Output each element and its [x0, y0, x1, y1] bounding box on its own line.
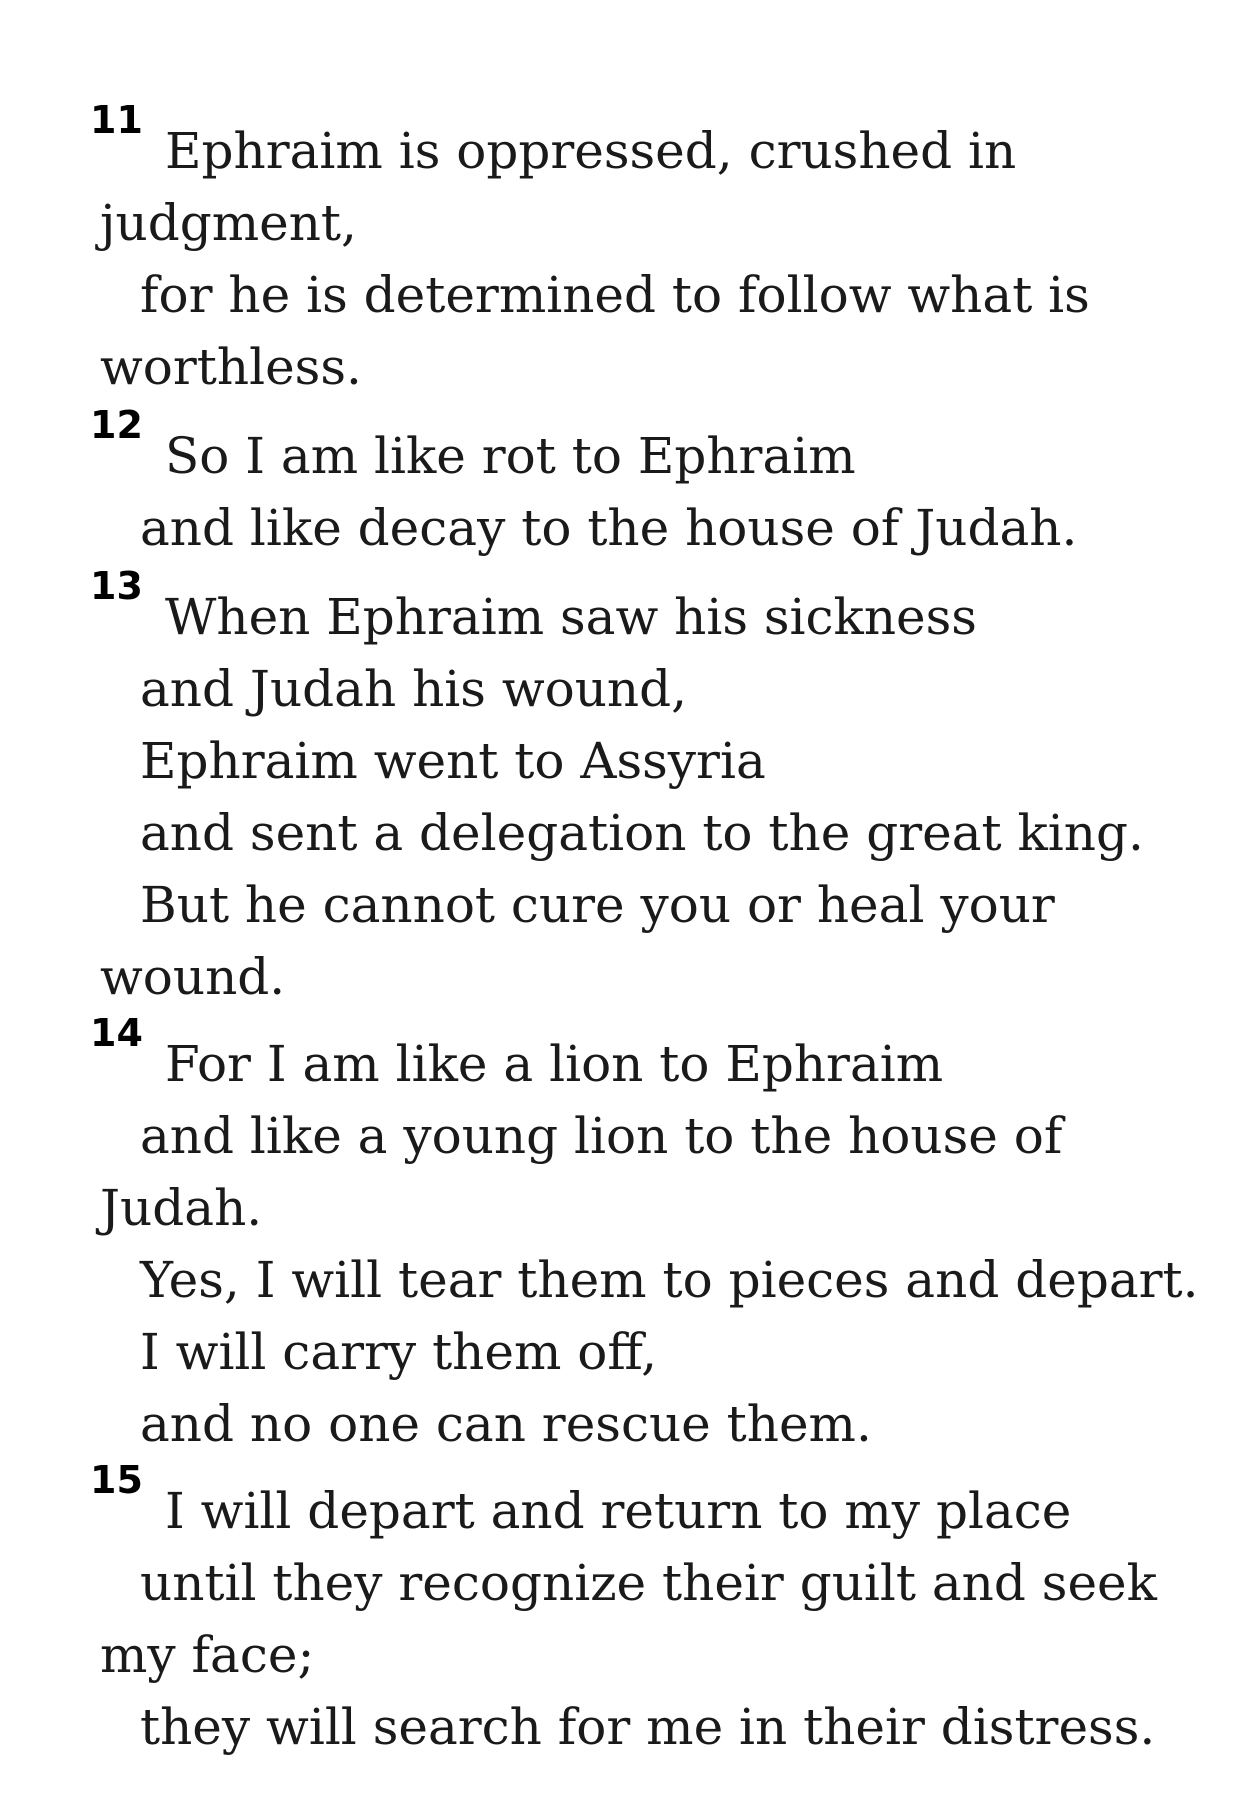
- verse-line: and like a young lion to the house of: [140, 1107, 1063, 1165]
- verse-line: I will carry them off,: [140, 1323, 657, 1381]
- verse-line-continuation: worthless.: [100, 338, 362, 396]
- verse-number: 13: [90, 564, 143, 608]
- verse-line: Ephraim is oppressed, crushed in: [165, 122, 1017, 180]
- verse-line: for he is determined to follow what is: [140, 266, 1090, 324]
- verse-line: For I am like a lion to Ephraim: [165, 1035, 944, 1093]
- verse-number: 15: [90, 1458, 143, 1502]
- verse-line: they will search for me in their distress.: [140, 1698, 1156, 1756]
- verse-line: I will depart and return to my place: [165, 1482, 1072, 1540]
- verse-number: 14: [90, 1011, 143, 1055]
- verse-line-continuation: Judah.: [100, 1179, 263, 1237]
- verse-line: So I am like rot to Ephraim: [165, 427, 856, 485]
- verse-line: and Judah his wound,: [140, 660, 688, 718]
- verse-number: 11: [90, 98, 143, 142]
- verse-line: and like decay to the house of Judah.: [140, 499, 1078, 557]
- verse-line: and sent a delegation to the great king.: [140, 804, 1144, 862]
- verse-line-continuation: my face;: [100, 1626, 315, 1684]
- verse-line: Yes, I will tear them to pieces and depart.: [140, 1251, 1199, 1309]
- verse-line: until they recognize their guilt and seek: [140, 1554, 1157, 1612]
- verse-number: 12: [90, 403, 143, 447]
- verse-line: and no one can rescue them.: [140, 1395, 872, 1453]
- verse-line: When Ephraim saw his sickness: [165, 588, 977, 646]
- verse-line: Ephraim went to Assyria: [140, 732, 766, 790]
- verse-line-continuation: judgment,: [100, 194, 357, 252]
- verse-line: But he cannot cure you or heal your: [140, 876, 1055, 934]
- verse-line-continuation: wound.: [100, 948, 286, 1006]
